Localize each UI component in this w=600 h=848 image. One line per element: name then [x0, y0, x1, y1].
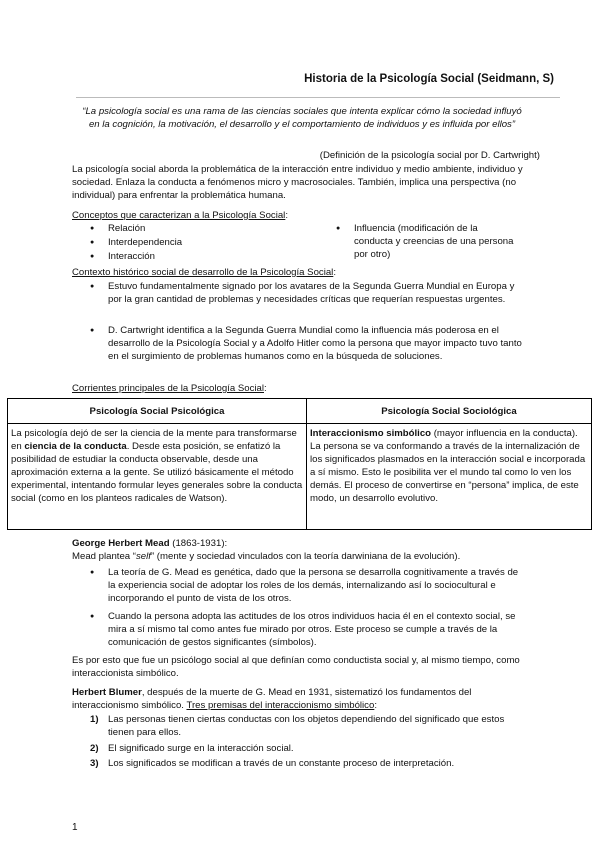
currents-heading: Corrientes principales de la Psicología Social [72, 383, 264, 394]
col2-header: Psicología Social Sociológica [307, 399, 592, 424]
definition-quote: “La psicología social es una rama de las ciencias sociales que intenta explicar cómo la sociedad influyó en la cognición, la motivación, el desarrollo y el comportamiento de individuos y es influida por ellos” [82, 106, 522, 130]
col2-bold: Interaccionismo simbólico [310, 428, 432, 439]
concepts-heading-line: Conceptos que caracterizan a la Psicología Social: [72, 210, 288, 221]
col1-cell: La psicología dejó de ser la ciencia de la mente para transformarse en ciencia de la conducta. Desde esta posición, se enfatizó la posibilidad de estudiar la conducta observable, desde una aproximación externa a la gente. Se utilizó básicamente el método experimental, intentando formular leyes generales sobre la conducta social (como en los planteos radicales de Watson). [8, 424, 307, 530]
concept-item: ● Relación [108, 222, 298, 235]
mead-name: George Herbert Mead [72, 538, 170, 549]
blumer-name: Herbert Blumer [72, 687, 142, 698]
context-item: ● D. Cartwright identifica a la Segunda Guerra Mundial como la influencia más poderosa en el desarrollo de la Psicología Social y a Adolfo Hitler como la persona que mayor impacto tuvo tanto en el surgimiento de problemas humanos como en la búsqueda de soluciones. [108, 324, 528, 363]
mead-conclusion: Es por esto que fue un psicólogo social al que definían como conductista social y, al mismo tiempo, como interaccionista simbólico. [72, 655, 520, 679]
premise-item: 3) Los significados se modifican a través de un constante proceso de interpretación. [90, 758, 455, 769]
document-title: Historia de la Psicología Social (Seidmann, S) [304, 73, 554, 85]
context-heading-line: Contexto histórico social de desarrollo de la Psicología Social: [72, 267, 336, 278]
context-heading: Contexto histórico social de desarrollo de la Psicología Social [72, 267, 334, 278]
col1-header: Psicología Social Psicológica [8, 399, 307, 424]
concept-item: ● Interacción [108, 250, 298, 263]
blumer-paragraph: Herbert Blumer, después de la muerte de G. Mead en 1931, sistematizó los fundamentos del interaccionismo simbólico. Tres premisas del interaccionismo simbólico: [72, 687, 472, 711]
intro-paragraph: La psicología social aborda la problemática de la interacción entre individuo y medio ambiente, individuo y sociedad. Enlaza la conducta a fenómenos micro y macrosociales. También, implica una perspectiva (no individual) para enfrentar la problemática humana. [72, 164, 523, 201]
concept-item: ● Influencia (modificación de la conducta y creencias de una persona por otro) [354, 222, 514, 261]
page-number: 1 [72, 822, 78, 833]
mead-item: ● Cuando la persona adopta las actitudes de los otros individuos hacia él en el contexto social, se mira a sí mismo tal como antes fue mirado por otros. Este proceso se cumple a través de la comunicación de gestos significantes (símbolos). [108, 610, 528, 649]
premise-item: 2) El significado surge en la interacción social. [90, 743, 294, 754]
mead-item: ● La teoría de G. Mead es genética, dado que la persona se desarrolla cognitivamente a través de la experiencia social de adoptar los roles de los demás, internalizando así lo sociocultural e incorporando el punto de vista de los otros. [108, 566, 528, 605]
mead-self-line: Mead plantea “self” (mente y sociedad vinculados con la teoría darwiniana de la evolución). [72, 551, 461, 562]
col2-cell: Interaccionismo simbólico (mayor influencia en la conducta). La persona se va conformando a través de la internalización de los significados plasmados en la interacción social e incorporada a sí mismo. Esto le posibilita ver el mundo tal como lo ven los demás. El proceso de convertirse en “persona” implica, de este modo, un desarrollo evolutivo. [307, 424, 592, 530]
header-rule [76, 97, 560, 98]
context-item: ● Estuvo fundamentalmente signado por los avatares de la Segunda Guerra Mundial en Europa y por la gran cantidad de problemas y necesidades críticas que requerían respuestas urgentes. [108, 280, 528, 306]
mead-heading: George Herbert Mead (1863-1931): [72, 538, 228, 549]
concept-item: ● Interdependencia [108, 236, 298, 249]
self-word: self [136, 551, 151, 562]
currents-heading-line: Corrientes principales de la Psicología Social: [72, 383, 267, 394]
quote-attribution: (Definición de la psicología social por D. Cartwright) [319, 150, 540, 161]
premise-item: 1) Las personas tienen ciertas conductas con los objetos dependiendo del significado que estos tienen para ellos. [90, 714, 505, 738]
currents-table [7, 398, 592, 530]
col1-bold: ciencia de la conducta [24, 441, 127, 452]
premises-heading: Tres premisas del interaccionismo simbólico [186, 700, 375, 711]
concepts-heading: Conceptos que caracterizan a la Psicología Social [72, 210, 286, 221]
